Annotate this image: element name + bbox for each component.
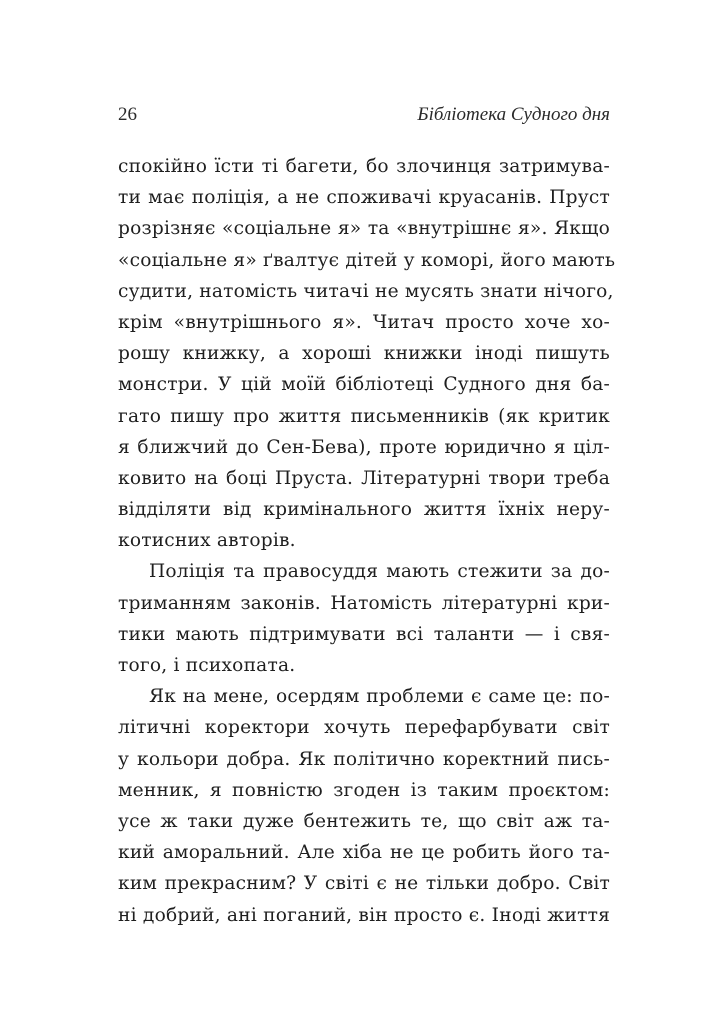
text-line: тики мають підтримувати всі таланти — і свя- [118,623,610,645]
text-line: усе ж таки дуже бентежить те, що світ аж та- [118,810,610,832]
running-head [118,101,610,129]
text-line: того, і психопата. [118,655,296,676]
body-text [118,151,616,931]
text-line: літичні коректори хочуть перефарбувати світ [118,717,610,739]
text-line: кий аморальний. Але хіба не це робить його та- [118,842,610,864]
text-line: ні добрий, ані поганий, він просто є. Іноді життя [118,904,610,926]
text-line: гато пишу про життя письменників (як критик [118,405,610,427]
text-line: розрізняє «соціальне я» та «внутрішнє я». Якщо [118,218,610,240]
text-line: ким прекрасним? У світі є не тільки добро. Світ [118,873,610,895]
text-line: ти має поліція, а не споживачі круасанів. Пруст [118,187,610,209]
text-line: менник, я повністю згоден із таким проєктом: [118,779,610,801]
text-line: монстри. У цій моїй бібліотеці Судного дня ба- [118,374,610,396]
book-title: Бібліотека Судного дня [417,104,610,125]
text-line: ковито на боці Пруста. Літературні твори треба [118,467,610,489]
text-line: Поліція та правосуддя мають стежити за до- [149,561,610,583]
text-line: я ближчий до Сен-Бева), проте юридично я цiл- [118,436,610,458]
text-line: котисних авторів. [118,530,296,552]
text-line: триманням законів. Натомість літературні кри- [118,592,610,614]
text-line: Як на мене, осердям проблеми є саме це: по- [149,686,610,708]
text-line: судити, натомість читачі не мусять знати нічого, [118,280,614,302]
text-line: відділяти від кримінального життя їхніх неру- [118,499,610,521]
paragraph [118,151,616,556]
text-line: крім «внутрішнього я». Читач просто хоче хо- [118,311,610,333]
text-line: спокійно їсти ті багети, бо злочинця затримува- [118,156,610,177]
paragraph [118,681,610,931]
text-line: у кольори добра. Як політично коректний пись- [118,748,610,770]
text-line: рошу книжку, а хороші книжки іноді пишуть [118,343,610,365]
text-line: «соціальне я» ґвалтує дітей у коморі, його мають [118,249,616,271]
paragraph [118,556,610,681]
page-number: 26 [118,104,137,125]
